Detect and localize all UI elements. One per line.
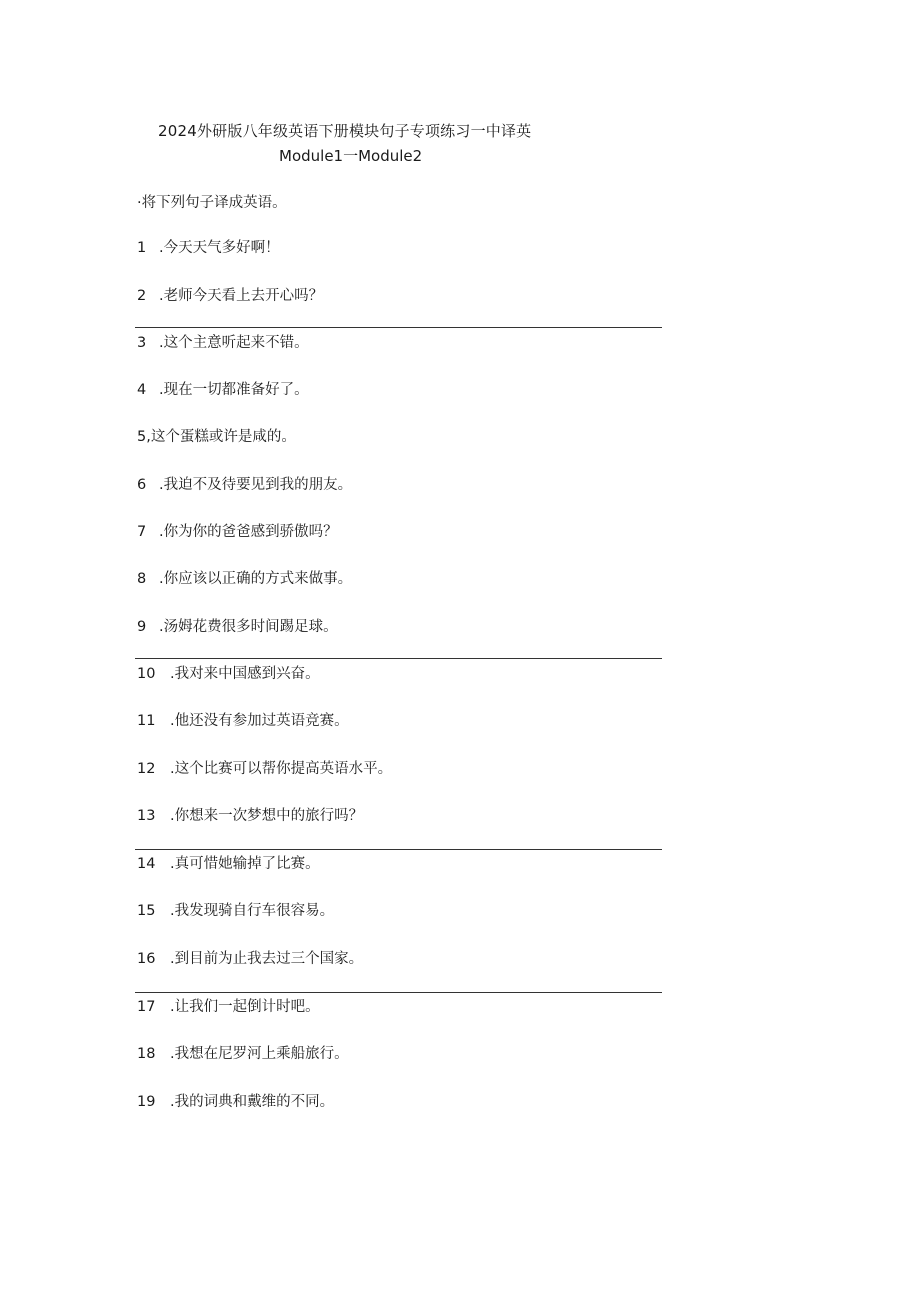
question-item — [137, 711, 349, 731]
document-subtitle: Module1一Module2 — [279, 147, 423, 165]
question-item — [137, 475, 352, 495]
question-number: 7 — [137, 524, 147, 540]
question-text: .这个比赛可以帮你提高英语水平。 — [170, 761, 393, 777]
question-number: 1 — [137, 240, 147, 256]
question-text: .老师今天看上去开心吗？ — [159, 288, 324, 304]
question-text: .现在一切都准备好了。 — [159, 382, 309, 398]
question-text: .你应该以正确的方式来做事。 — [159, 571, 353, 587]
answer-line — [135, 327, 662, 328]
question-item — [137, 427, 296, 447]
answer-line — [135, 849, 662, 850]
question-text: .我的词典和戴维的不同。 — [170, 1094, 335, 1110]
question-number: 18 — [137, 1046, 156, 1062]
question-text: .你为你的爸爸感到骄傲吗？ — [159, 524, 338, 540]
question-item — [137, 806, 363, 826]
question-text: .今天天气多好啊！ — [159, 240, 280, 256]
question-item — [137, 1092, 334, 1112]
question-text: .让我们一起倒计时吧。 — [170, 999, 320, 1015]
question-number: 14 — [137, 856, 156, 872]
question-item — [137, 759, 392, 779]
document-title: 2024外研版八年级英语下册模块句子专项练习一中译英 — [158, 122, 532, 140]
answer-line — [135, 992, 662, 993]
instruction-text: ·将下列句子译成英语。 — [137, 195, 287, 211]
question-text: .到目前为止我去过三个国家。 — [170, 951, 364, 967]
question-text: .你想来一次梦想中的旅行吗？ — [170, 808, 364, 824]
question-text: .我发现骑自行车很容易。 — [170, 903, 335, 919]
question-text: .我迫不及待要见到我的朋友。 — [159, 477, 353, 493]
question-number: 10 — [137, 666, 156, 682]
question-number: 16 — [137, 951, 156, 967]
question-number: 17 — [137, 999, 156, 1015]
answer-line — [135, 658, 662, 659]
question-item — [137, 522, 338, 542]
question-number: 8 — [137, 571, 147, 587]
question-text: 5,这个蛋糕或许是咸的。 — [137, 429, 296, 445]
question-number: 3 — [137, 335, 147, 351]
question-number: 19 — [137, 1094, 156, 1110]
question-number: 11 — [137, 713, 156, 729]
question-number: 4 — [137, 382, 147, 398]
question-text: .真可惜她输掉了比赛。 — [170, 856, 320, 872]
question-item — [137, 901, 334, 921]
question-text: .我想在尼罗河上乘船旅行。 — [170, 1046, 349, 1062]
question-number: 13 — [137, 808, 156, 824]
question-text: .这个主意听起来不错。 — [159, 335, 309, 351]
question-item — [137, 286, 323, 306]
question-number: 6 — [137, 477, 147, 493]
question-item — [137, 664, 320, 684]
question-item — [137, 238, 280, 258]
question-number: 12 — [137, 761, 156, 777]
question-item — [137, 333, 309, 353]
question-number: 15 — [137, 903, 156, 919]
question-item — [137, 617, 338, 637]
question-item — [137, 380, 309, 400]
question-text: .我对来中国感到兴奋。 — [170, 666, 320, 682]
question-item — [137, 1044, 349, 1064]
question-text: .他还没有参加过英语竞赛。 — [170, 713, 349, 729]
question-item — [137, 997, 320, 1017]
question-text: .汤姆花费很多时间踢足球。 — [159, 619, 338, 635]
question-item — [137, 854, 320, 874]
question-item — [137, 949, 363, 969]
question-number: 2 — [137, 288, 147, 304]
question-number: 9 — [137, 619, 147, 635]
question-item — [137, 569, 352, 589]
